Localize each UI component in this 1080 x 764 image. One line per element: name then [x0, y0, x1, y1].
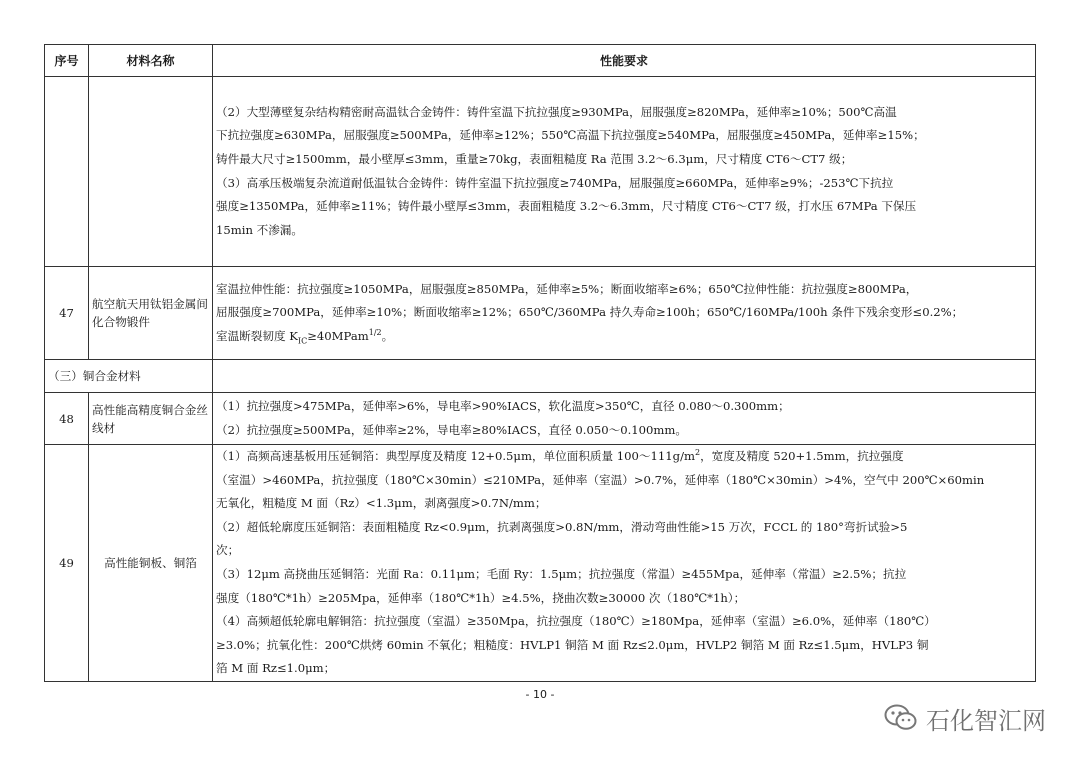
watermark-text: 石化智汇网	[926, 706, 1046, 735]
row-requirements	[213, 267, 1036, 360]
row-material-name: 航空航天用钛铝金属间化合物锻件	[89, 267, 213, 360]
requirement-line: 箔 M 面 Rz≤1.0μm；	[216, 661, 336, 676]
requirement-line: 强度（180℃*1h）≥205Mpa，延伸率（180℃*1h）≥4.5%，挠曲次数≥30000 次（180℃*1h）；	[216, 590, 746, 605]
requirement-line: 下抗拉强度≥630MPa，屈服强度≥500MPa，延伸率≥12%；550℃高温下抗拉强度≥540MPa，屈服强度≥450MPa，延伸率≥15%；	[216, 128, 925, 143]
requirement-line: （2）抗拉强度≥500MPa，延伸率≥2%，导电率≥80%IACS，直径 0.050～0.100mm。	[216, 422, 687, 437]
fracture-toughness-value: ≥40MPam	[307, 328, 369, 343]
section-title: （三）铜合金材料	[45, 360, 213, 393]
requirement-line: 室温拉伸性能：抗拉强度≥1050MPa，屈服强度≥850MPa，延伸率≥5%；断面收缩率≥6%；650℃拉伸性能：抗拉强度≥800MPa，	[216, 281, 918, 296]
watermark	[884, 703, 1046, 733]
requirement-line: （2）大型薄壁复杂结构精密耐高温钛合金铸件：铸件室温下抗拉强度≥930MPa，屈服强度≥820MPa，延伸率≥10%；500℃高温	[216, 104, 897, 119]
requirement-line: 铸件最大尺寸≥1500mm，最小壁厚≤3mm，重量≥70kg，表面粗糙度 Ra 范围 3.2～6.3μm，尺寸精度 CT6～CT7 级；	[216, 151, 853, 166]
requirement-line: 15min 不渗漏。	[216, 222, 303, 237]
table-header-row	[45, 45, 1036, 77]
row-material-name: 高性能高精度铜合金丝线材	[89, 393, 213, 445]
header-material-name: 材料名称	[89, 45, 213, 77]
row-no: 47	[45, 267, 89, 360]
foil-spec-text-cont: ，宽度及精度 520+1.5mm，抗拉强度	[700, 449, 904, 463]
row-requirements	[213, 445, 1036, 682]
requirement-line	[216, 445, 1032, 469]
spec-table	[44, 44, 1036, 682]
requirement-line: （3）高承压极端复杂流道耐低温钛合金铸件：铸件室温下抗拉强度≥740MPa，屈服强度≥660MPa，延伸率≥9%；-253℃下抗拉	[216, 175, 894, 190]
requirement-line: （室温）>460MPa，抗拉强度（180℃×30min）≤210MPa，延伸率（室温）>0.7%，延伸率（180℃×30min）>4%，空气中 200℃×60min	[216, 472, 985, 487]
page-number: - 10 -	[525, 688, 555, 701]
row-requirements	[213, 393, 1036, 445]
requirement-line: 屈服强度≥700MPa，延伸率≥10%；断面收缩率≥12%；650℃/360MPa 持久寿命≥100h；650℃/160MPa/100h 条件下残余变形≤0.2%；	[216, 305, 964, 320]
row-requirements	[213, 77, 1036, 267]
requirement-line: （2）超低轮廓度压延铜箔：表面粗糙度 Rz<0.9μm，抗剥离强度>0.8N/mm，滑动弯曲性能>15 万次，FCCL 的 180°弯折试验>5	[216, 519, 908, 534]
requirement-line: （3）12μm 高挠曲压延铜箔：光面 Ra：0.11μm；毛面 Ry：1.5μm；抗拉强度（常温）≥455Mpa，延伸率（常温）≥2.5%；抗拉	[216, 566, 907, 581]
requirement-line: （1）抗拉强度>475MPa，延伸率>6%，导电率>90%IACS，软化温度>350℃，直径 0.080～0.300mm；	[216, 398, 790, 413]
requirement-line: ≥3.0%；抗氧化性：200℃烘烤 60min 不氧化；粗糙度：HVLP1 铜箔 M 面 Rz≤2.0μm，HVLP2 铜箔 M 面 Rz≤1.5μm，HVLP3 铜	[216, 637, 929, 652]
table-row	[45, 267, 1036, 360]
ic-subscript: IC	[297, 336, 308, 346]
requirement-line: 强度≥1350MPa，延伸率≥11%；铸件最小壁厚≤3mm，表面粗糙度 3.2～6.3mm，尺寸精度 CT6～CT7 级，打水压 67MPa 下保压	[216, 199, 917, 214]
wechat-icon	[884, 704, 918, 732]
fracture-toughness-label: 室温断裂韧度 K	[216, 328, 298, 343]
section-empty-cell	[213, 360, 1036, 393]
table-row	[45, 445, 1036, 682]
requirement-line: （4）高频超低轮廓电解铜箔：抗拉强度（室温）≥350Mpa，抗拉强度（180℃）≥180Mpa，延伸率（室温）≥6.0%，延伸率（180℃）	[216, 614, 936, 629]
row-no	[45, 77, 89, 267]
row-material-name: 高性能铜板、铜箔	[89, 445, 213, 682]
requirement-line: 无氧化，粗糙度 M 面（Rz）<1.3μm，剥离强度>0.7N/mm；	[216, 496, 547, 511]
row-material-name	[89, 77, 213, 267]
header-requirements: 性能要求	[213, 45, 1036, 77]
table-row	[45, 77, 1036, 267]
area-exponent: 2	[694, 448, 701, 458]
header-no: 序号	[45, 45, 89, 77]
section-row	[45, 360, 1036, 393]
unit-exponent: 1/2	[368, 327, 382, 337]
foil-spec-text: （1）高频高速基板用压延铜箔：典型厚度及精度 12+0.5μm，单位面积质量 100～111g/m	[216, 449, 695, 463]
row-no: 48	[45, 393, 89, 445]
line-end: 。	[381, 328, 394, 343]
table-row	[45, 393, 1036, 445]
requirement-line	[216, 325, 1032, 349]
requirement-line: 次；	[216, 543, 240, 558]
row-no: 49	[45, 445, 89, 682]
